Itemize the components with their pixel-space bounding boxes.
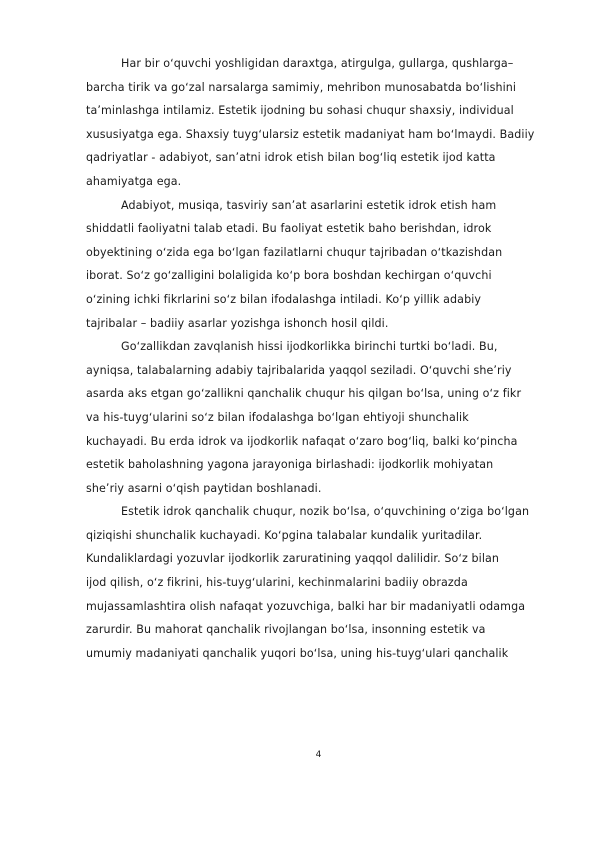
text-line: Kundaliklardagi yozuvlar ijodkorlik zaruratining yaqqol dalilidir. Soʻz bilan [86, 552, 500, 566]
text-line: kuchayadi. Bu erda idrok va ijodkorlik nafaqat oʻzaro bogʻliq, balki koʻpincha [86, 434, 518, 448]
text-line: taʼminlashga intilamiz. Estetik ijodning bu sohasi chuqur shaxsiy, individual [86, 104, 514, 118]
text-line: qadriyatlar - adabiyot, sanʼatni idrok etish bilan bogʻliq estetik ijod katta [86, 151, 496, 165]
text-line: Har bir oʻquvchi yoshligidan daraxtga, atirgulga, gullarga, qushlarga– [121, 57, 514, 70]
paragraph-2 [86, 194, 556, 336]
text-line: obyektining oʻzida ega boʻlgan fazilatlarni chuqur tajribadan oʻtkazishdan [86, 245, 503, 259]
text-line: xususiyatga ega. Shaxsiy tuygʻularsiz estetik madaniyat ham boʻlmaydi. Badiiy [86, 127, 535, 141]
text-line: Estetik idrok qanchalik chuqur, nozik boʻlsa, oʻquvchining oʻziga boʻlgan [121, 505, 530, 519]
paragraph-1 [86, 52, 556, 194]
text-line: iborat. Soʻz goʻzalligini bolaligida koʻp bora boshdan kechirgan oʻquvchi [86, 269, 492, 283]
text-line: oʻzining ichki fikrlarini soʻz bilan ifodalashga intiladi. Koʻp yillik adabiy [86, 292, 482, 306]
text-line: zarurdir. Bu mahorat qanchalik rivojlangan boʻlsa, insonning estetik va [86, 623, 486, 637]
text-line: qiziqishi shunchalik kuchayadi. Koʻpgina talabalar kundalik yuritadilar. [86, 528, 483, 542]
text-line: mujassamlashtira olish nafaqat yozuvchiga, balki har bir madaniyatli odamga [86, 599, 526, 613]
text-line: Adabiyot, musiqa, tasviriy sanʼat asarlarini estetik idrok etish ham [121, 198, 497, 212]
paragraph-4 [86, 500, 556, 665]
text-line: Goʻzallikdan zavqlanish hissi ijodkorlikka birinchi turtki boʻladi. Bu, [121, 340, 498, 354]
text-line: estetik baholashning yagona jarayoniga birlashadi: ijodkorlik mohiyatan [86, 458, 494, 472]
text-line: ahamiyatga ega. [86, 174, 182, 188]
text-line: ijod qilish, oʻz fikrini, his-tuygʻularini, kechinmalarini badiiy obrazda [86, 576, 468, 590]
page-number: 4 [315, 750, 322, 760]
text-line: va his-tuygʻularini soʻz bilan ifodalashga boʻlgan ehtiyoji shunchalik [86, 410, 469, 424]
paragraph-3 [86, 335, 556, 500]
text-line: umumiy madaniyati qanchalik yuqori boʻlsa, uning his-tuygʻulari qanchalik [86, 646, 509, 660]
text-line: ayniqsa, talabalarning adabiy tajribalarida yaqqol seziladi. Oʻquvchi sheʼriy [86, 363, 512, 377]
text-line: sheʼriy asarni oʻqish paytidan boshlanadi. [86, 481, 322, 495]
text-line: tajribalar – badiiy asarlar yozishga ishonch hosil qildi. [86, 316, 389, 330]
text-line: shiddatli faoliyatni talab etadi. Bu faoliyat estetik baho berishdan, idrok [86, 222, 492, 236]
text-line: barcha tirik va goʻzal narsalarga samimiy, mehribon munosabatda boʻlishini [86, 80, 517, 94]
text-line: asarda aks etgan goʻzallikni qanchalik chuqur his qilgan boʻlsa, uning oʻz fikr [86, 387, 522, 401]
document-page [86, 52, 556, 665]
